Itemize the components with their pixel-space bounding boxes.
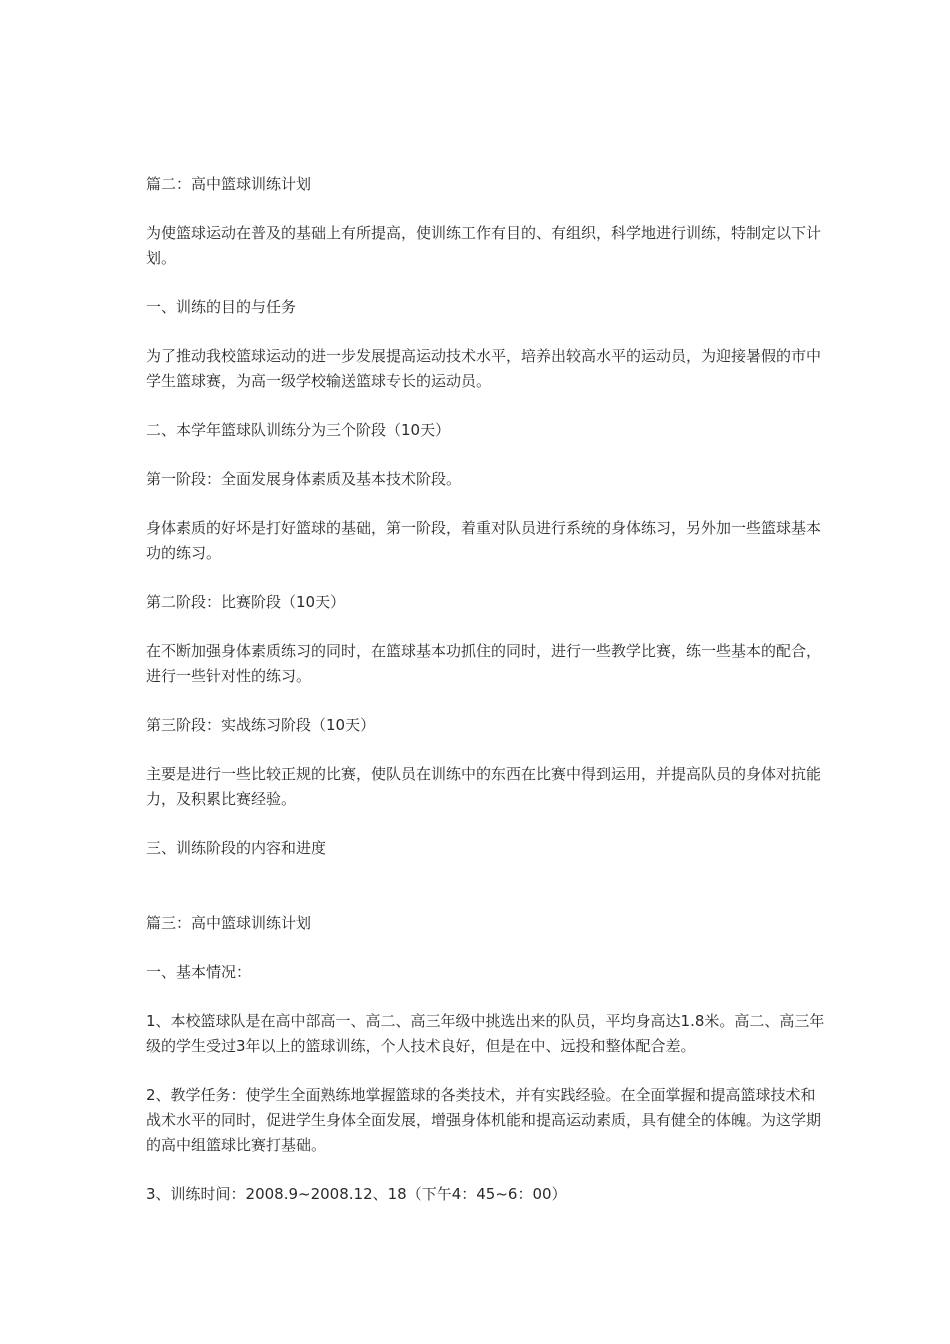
stage3-text: 主要是进行一些比较正规的比赛，使队员在训练中的东西在比赛中得到运用，并提高队员的身体对抗能力，及积累比赛经验。	[146, 765, 822, 808]
section-spacer	[146, 885, 826, 911]
section3-title: 篇三：高中篮球训练计划	[146, 914, 312, 932]
stage1-text: 身体素质的好坏是打好篮球的基础，第一阶段，着重对队员进行系统的身体练习，另外加一些篮球基本功的练习。	[146, 519, 822, 562]
section2-heading-3: 三、训练阶段的内容和进度	[146, 839, 327, 857]
section3-item-3: 3、训练时间：2008.9~2008.12、18（下午4：45~6：00）	[146, 1185, 567, 1203]
section2-heading-2: 二、本学年篮球队训练分为三个阶段（10天）	[146, 421, 451, 439]
section3-heading-1: 一、基本情况：	[146, 963, 252, 981]
stage1-title: 第一阶段：全面发展身体素质及基本技术阶段。	[146, 470, 462, 488]
section3-item-1: 1、本校篮球队是在高中部高一、高二、高三年级中挑选出来的队员，平均身高达1.8米。高二、高三年级的学生受过3年以上的篮球训练，个人技术良好，但是在中、远投和整体配合差。	[146, 1012, 825, 1055]
document-body	[146, 172, 826, 1231]
section2-paragraph-1: 为了推动我校篮球运动的进一步发展提高运动技术水平，培养出较高水平的运动员，为迎接暑假的市中学生篮球赛，为高一级学校输送篮球专长的运动员。	[146, 347, 822, 390]
stage3-title: 第三阶段：实战练习阶段（10天）	[146, 716, 376, 734]
section2-title: 篇二：高中篮球训练计划	[146, 175, 312, 193]
stage2-title: 第二阶段：比赛阶段（10天）	[146, 593, 346, 611]
section3-item-2: 2、教学任务：使学生全面熟练地掌握篮球的各类技术，并有实践经验。在全面掌握和提高篮球技术和战术水平的同时，促进学生身体全面发展，增强身体机能和提高运动素质，具有健全的体魄。为这学期的高中组篮球比赛打基础。	[146, 1086, 822, 1154]
stage2-text: 在不断加强身体素质练习的同时，在篮球基本功抓住的同时，进行一些教学比赛，练一些基本的配合，进行一些针对性的练习。	[146, 642, 822, 685]
section2-heading-1: 一、训练的目的与任务	[146, 298, 297, 316]
section2-intro: 为使篮球运动在普及的基础上有所提高，使训练工作有目的、有组织，科学地进行训练，特制定以下计划。	[146, 224, 822, 267]
